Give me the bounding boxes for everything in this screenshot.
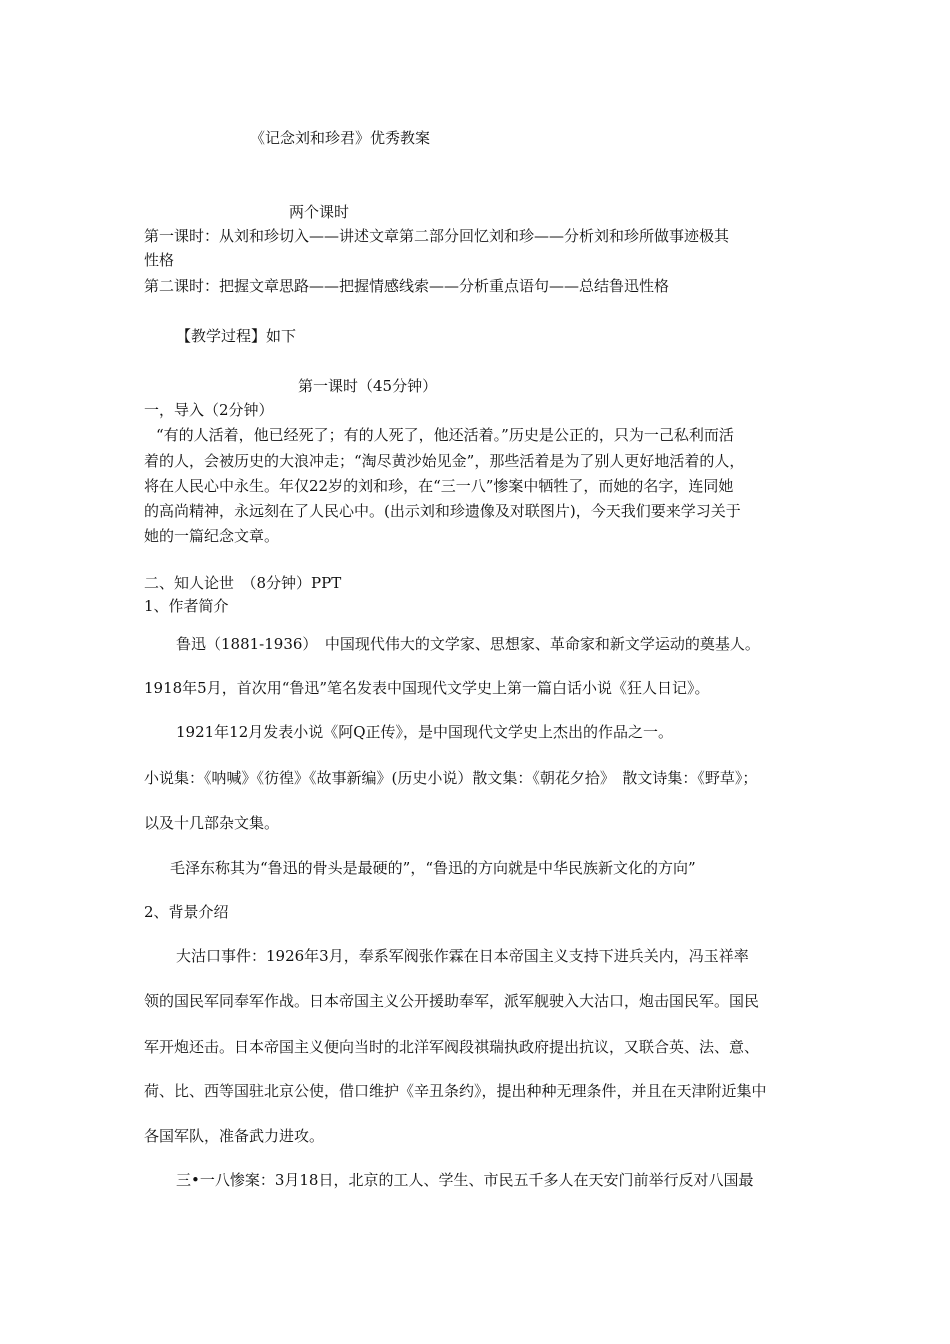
intro-line: 将在人民心中永生。年仅22岁的刘和珍，在“三一八”惨案中牺牲了，而她的名字，连同她 [144, 477, 734, 495]
period1-heading: 第一课时（45分钟） [298, 377, 438, 395]
author-line: 1921年12月发表小说《阿Q正传》，是中国现代文学史上杰出的作品之一。 [176, 723, 674, 741]
author-line: 毛泽东称其为“鲁迅的骨头是最硬的”，“鲁迅的方向就是中华民族新文化的方向” [170, 859, 696, 877]
author-line: 1918年5月，首次用“鲁迅”笔名发表中国现代文学史上第一篇白话小说《狂人日记》。 [144, 679, 710, 697]
intro-line: “有的人活着，他已经死了；有的人死了，他还活着。”历史是公正的，只为一己私利而活 [156, 426, 734, 444]
section2-title: 二、知人论世 （8分钟）PPT [144, 574, 342, 592]
author-subheading: 1、作者简介 [144, 597, 229, 615]
intro-line: 着的人，会被历史的大浪冲走；“淘尽黄沙始见金”，那些活着是为了别人更好地活着的人， [144, 452, 745, 470]
background-line: 荷、比、西等国驻北京公使，借口维护《辛丑条约》，提出种种无理条件，并且在天津附近集中 [144, 1082, 767, 1100]
background-line: 各国军队，准备武力进攻。 [144, 1127, 325, 1145]
background-line: 大沽口事件：1926年3月，奉系军阀张作霖在日本帝国主义支持下进兵关内，冯玉祥率 [176, 947, 749, 965]
intro-title: 一，导入（2分钟） [144, 401, 274, 419]
intro-line: 她的一篇纪念文章。 [144, 527, 280, 545]
author-line: 小说集：《呐喊》《彷徨》《故事新编》(历史小说）散文集：《朝花夕拾》 散文诗集：《野草》； [144, 769, 758, 787]
background-line: 领的国民军同奉军作战。日本帝国主义公开援助奉军，派军舰驶入大沽口，炮击国民军。国民 [144, 992, 760, 1010]
lesson1-line1: 第一课时：从刘和珍切入——讲述文章第二部分回忆刘和珍——分析刘和珍所做事迹极其 [144, 227, 730, 245]
lesson1-line2: 性格 [144, 251, 175, 269]
lessons-heading: 两个课时 [289, 203, 350, 221]
process-heading: 【教学过程】如下 [176, 327, 297, 345]
background-subheading: 2、背景介绍 [144, 903, 229, 921]
author-line: 鲁迅（1881-1936） 中国现代伟大的文学家、思想家、革命家和新文学运动的奠基人。 [176, 635, 760, 653]
background-line: 军开炮还击。日本帝国主义便向当时的北洋军阀段祺瑞执政府提出抗议，又联合英、法、意、 [144, 1038, 760, 1056]
doc-title: 《记念刘和珍君》优秀教案 [250, 129, 431, 147]
lesson2-line: 第二课时：把握文章思路——把握情感线索——分析重点语句——总结鲁迅性格 [144, 277, 670, 295]
author-line: 以及十几部杂文集。 [144, 814, 280, 832]
intro-line: 的高尚精神，永远刻在了人民心中。(出示刘和珍遗像及对联图片)，今天我们要来学习关于 [144, 502, 741, 520]
background-line: 三•一八惨案：3月18日，北京的工人、学生、市民五千多人在天安门前举行反对八国最 [176, 1171, 754, 1189]
